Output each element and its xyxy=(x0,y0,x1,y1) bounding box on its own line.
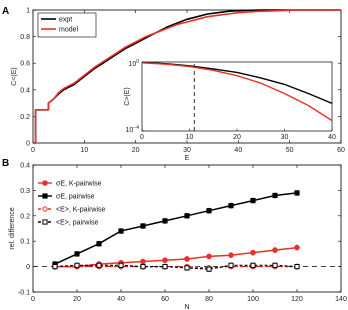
panel-a-ytick-label: 1 xyxy=(26,7,30,15)
inset-xtick-label: 10 xyxy=(185,134,194,141)
panel-b-legend-label: σE, K-pairwise xyxy=(56,180,102,188)
panel-a-legend-label: expt xyxy=(59,16,73,24)
panel-a-xtick-label: 20 xyxy=(131,147,140,154)
panel-b-point xyxy=(295,265,299,269)
panel-b-point xyxy=(229,263,233,267)
panel-a-ytick-label: 0.4 xyxy=(20,87,30,95)
panel-b-point xyxy=(119,229,123,233)
inset-ytick-label: $10^{-4}$ xyxy=(125,125,139,134)
inset-xtick-label: 40 xyxy=(328,134,336,141)
panel-b-point xyxy=(251,250,256,255)
panel-b-legend-label: σE, pairwise xyxy=(56,193,95,201)
panel-b-point xyxy=(141,224,145,228)
inset-ylabel: C>(E) xyxy=(124,87,131,106)
panel-b-legend-marker xyxy=(43,194,47,198)
panel-b-point xyxy=(97,263,101,267)
panel-a-inset xyxy=(124,59,336,141)
panel-b-point xyxy=(141,265,145,269)
panel-b-point xyxy=(273,263,277,267)
panel-b-ytick-label: 0.3 xyxy=(20,187,30,195)
panel-a-ytick-label: 0.6 xyxy=(20,60,30,68)
panel-b-xtick-label: 120 xyxy=(291,296,303,303)
panel-a-xlabel: E xyxy=(184,155,190,162)
panel-a-xtick-label: 40 xyxy=(234,147,243,154)
panel-a-ytick-label: 0.8 xyxy=(20,34,30,42)
inset-ytick-label: $10^0$ xyxy=(128,59,139,68)
panel-a-legend-label: model xyxy=(59,26,79,34)
panel-b-ylabel: rel. difference xyxy=(9,207,16,250)
panel-b-point xyxy=(185,266,189,270)
panel-b-point xyxy=(207,267,211,271)
panel-b-legend-label: <E>, pairwise xyxy=(56,219,99,227)
inset-xtick-label: 0 xyxy=(140,134,144,141)
panel-a-ytick-label: 0 xyxy=(26,140,30,148)
panel-a-xtick-label: 50 xyxy=(285,147,294,154)
panel-b-point xyxy=(273,193,277,197)
panel-b-point xyxy=(207,209,211,213)
panel-b-point xyxy=(229,203,233,207)
panel-b-xtick-label: 80 xyxy=(205,296,213,303)
panel-b-point xyxy=(119,263,123,267)
panel-b-point xyxy=(273,248,278,253)
panel-b-point xyxy=(97,242,101,246)
panel-a-ylabel: C<(E) xyxy=(11,67,18,86)
panel-b-label: B xyxy=(2,158,10,169)
panel-b-xtick-label: 100 xyxy=(247,296,259,303)
panel-b-ytick-label: 0.2 xyxy=(20,213,30,221)
panel-b-xtick-label: 60 xyxy=(161,296,169,303)
panel-b-ytick-label: 0 xyxy=(26,264,30,272)
panel-b-chart xyxy=(9,163,347,310)
panel-a-xtick-label: 0 xyxy=(31,147,35,154)
panel-b-point xyxy=(229,253,234,258)
panel-b-point xyxy=(141,259,146,264)
panel-b-ytick-label: 0.1 xyxy=(20,238,30,246)
panel-b-point xyxy=(163,219,167,223)
panel-b-point xyxy=(53,265,57,269)
panel-b-xtick-label: 0 xyxy=(31,296,35,303)
panel-b-xtick-label: 140 xyxy=(335,296,347,303)
panel-b-legend-label: <E>, K-pairwise xyxy=(56,206,106,214)
panel-a-xtick-label: 60 xyxy=(337,147,345,154)
panel-b-ytick-label: 0.4 xyxy=(20,162,30,170)
panel-b-point xyxy=(185,257,190,262)
panel-b-legend-marker xyxy=(43,220,47,224)
panel-b-point xyxy=(75,263,79,267)
inset-xtick-label: 20 xyxy=(233,134,241,141)
panel-b-point xyxy=(75,252,79,256)
panel-b-point xyxy=(207,254,212,259)
panel-b-series-line xyxy=(55,248,297,267)
panel-b-point xyxy=(251,263,255,267)
panel-b-point xyxy=(185,214,189,218)
panel-b-point xyxy=(163,265,167,269)
panel-a-xtick-label: 10 xyxy=(80,147,89,154)
panel-b-xtick-label: 40 xyxy=(117,296,125,303)
panel-b-xtick-label: 20 xyxy=(73,296,81,303)
inset-xtick-label: 30 xyxy=(280,134,289,141)
panel-b-legend-marker xyxy=(43,181,48,186)
panel-b-xlabel: N xyxy=(184,304,190,310)
panel-b-point xyxy=(163,258,168,263)
panel-b-ytick-label: -0.1 xyxy=(17,289,30,297)
panel-a-label: A xyxy=(2,6,10,17)
panel-a-ytick-label: 0.2 xyxy=(20,113,30,121)
panel-b-legend-marker xyxy=(43,207,47,211)
panel-b-point xyxy=(295,245,300,250)
panel-b-point xyxy=(295,191,299,195)
panel-b-point xyxy=(251,198,255,202)
panel-a-xtick-label: 30 xyxy=(183,147,191,154)
